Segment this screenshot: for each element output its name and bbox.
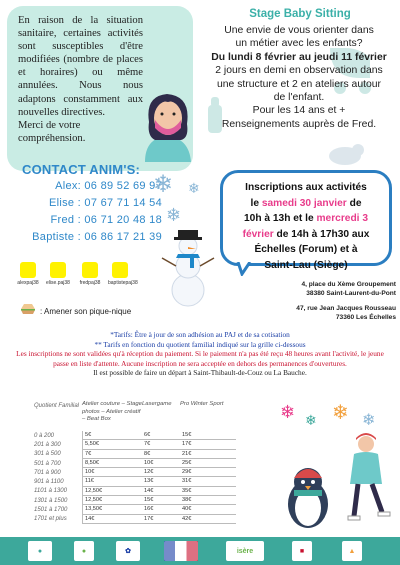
insc-line: février de 14h à 17h30 aux [242,228,370,240]
table-row: 1501 à 1700 13,50€ 16€ 40€ [34,505,260,514]
stage-dates: Du lundi 8 février au jeudi 11 février [211,51,387,63]
covid-paragraph: En raison de la situation sanitaire, certaines activités sont susceptibles d'être modifiées (nombre de places et horaires) ou même annulées. Nous nous adaptons constamment aux nouvelles directives. [18,15,143,118]
lunch-note: : Amener son pique-nique [40,307,132,316]
isere-logo: isère [226,541,264,561]
partner-logo: ● [28,541,52,561]
insc-line: Saint-Lau (Siège) [264,259,348,271]
table-row: 501 à 700 8,50€ 10€ 25€ [34,459,260,468]
ice-skater-illustration [338,432,394,528]
pricing-table [34,401,260,524]
note-tarifs: *Tarifs: Être à jour de son adhésion au PAJ et de sa cotisation [110,330,290,339]
table-row: 1301 à 1500 12,50€ 15€ 38€ [34,496,260,505]
stage-title: Stage Baby Sitting [249,8,351,20]
table-row: 301 à 500 7€ 8€ 21€ [34,450,260,459]
snapcode-icon [20,262,36,278]
covid-thanks-line-2: compréhension. [18,132,86,144]
snap-label: elise.paj38 [46,280,70,286]
note-departure: Il est possible de faire un départ à Saint-Thibault-de-Couz ou La Bauche. [93,368,307,378]
stage-description [199,24,399,131]
table-row: 201 à 300 5,50€ 7€ 17€ [34,440,260,449]
table-row: 901 à 1100 11€ 13€ 31€ [34,477,260,486]
table-header [34,401,260,431]
insc-line: Inscriptions aux activités [245,182,367,193]
note-quotient: ** Tarifs en fonction du quotient familial indiqué sur la grille ci-dessous [94,339,306,349]
table-row: 701 à 900 10€ 12€ 29€ [34,468,260,477]
header-pro-winter-sport: Pro Winter Sport [180,401,224,407]
partner-logos-footer [0,537,400,565]
snapcode-icon [112,262,128,278]
snowflake-icon: ❄ [280,402,296,422]
snap-label: baptistepaj38 [108,280,138,286]
snapcode-icon [50,262,66,278]
address-les-echelles: 47, rue Jean Jacques Rousseau 73360 Les Échelles [296,305,396,321]
stage-line: Renseignements auprès de Fred. [221,118,377,130]
snapcode-icon [82,262,98,278]
partner-logo: ● [74,541,94,561]
inscriptions-text [226,180,386,274]
contact-fred: Fred : 06 71 20 48 18 [50,214,162,226]
polar-bear-icon [325,140,365,168]
insc-line: Échelles (Forum) et à [254,244,358,256]
snowman-illustration [158,228,218,308]
pricing-notes [8,330,392,378]
partner-logo: ✿ [116,541,140,561]
header-lasergame: Lasergame [142,401,172,407]
covid-notice-text [18,14,143,145]
snowflake-icon: ❄ [188,180,200,196]
address-saint-laurent: 4, place du Xème Groupement 38380 Saint-Laurent-du-Pont [301,281,396,297]
contact-baptiste: Baptiste : 06 86 17 21 39 [32,231,162,243]
contact-alex: Alex: 06 89 52 69 97 [55,180,162,192]
masked-woman-illustration [135,88,199,162]
snap-label: alexpaj38 [17,280,39,286]
stage-line: de l'enfant. [273,92,325,104]
partner-logo: ■ [292,541,312,561]
sandwich-icon [20,302,36,316]
penguin-illustration [282,460,334,530]
snap-label: fredpaj38 [79,280,101,286]
stage-line: Une envie de vous orienter dans [224,25,374,36]
stage-line: 2 jours en demi en observation dans [215,65,383,77]
stage-line: Pour les 14 ans et + [252,105,346,117]
note-payment: Les inscriptions ne sont validées qu'à réception du paiement. Si le paiement n'a pas été reçu 48 heures avant l'activité, le jeune passe en liste d'attente. Aucune inscription ne sera acceptée en dehors des permanences d'ouvertures. [16,349,384,368]
covid-thanks-line-1: Merci de votre [18,119,81,131]
snowflake-icon: ❄ [332,402,349,424]
snowflake-icon: ❄ [166,205,182,225]
snowflake-icon: ❄ [362,412,376,429]
contact-elise: Elise : 07 67 71 14 54 [48,197,162,209]
insc-line: le samedi 30 janvier de [250,197,362,209]
snowflake-icon: ❄ [305,412,317,428]
insc-line: 10h à 13h et le mercredi 3 [243,213,369,225]
stage-line: une structure et 2 en ateliers autour [216,78,382,90]
table-row: 0 à 200 5€ 6€ 15€ [34,431,260,440]
table-row: 1701 et plus 14€ 17€ 42€ [34,515,260,524]
contact-title: CONTACT ANIM'S: [22,162,141,177]
header-quotient: Quotient Familial [34,403,80,409]
snowflake-icon: ❄ [153,171,174,198]
table-row: 1101 à 1300 12,50€ 14€ 35€ [34,487,260,496]
header-ateliers: Atelier couture – Stage photos – Atelier créatif – Beat Box [82,401,142,422]
partner-logo: ▲ [342,541,362,561]
stage-line: un métier avec les enfants? [235,38,363,50]
republique-francaise-logo [164,541,198,561]
